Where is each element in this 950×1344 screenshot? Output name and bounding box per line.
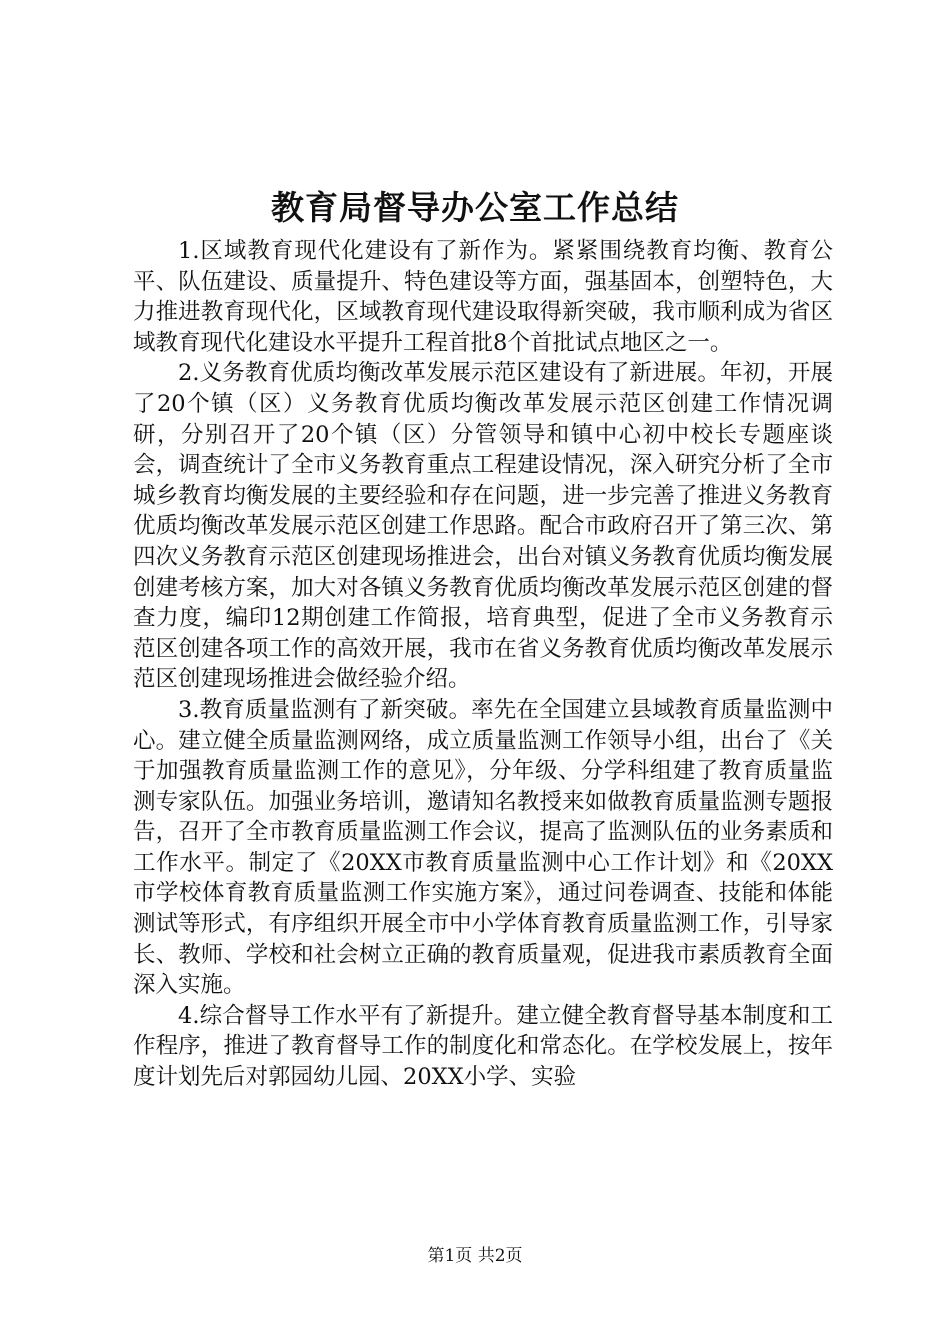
document-title: 教育局督导办公室工作总结 <box>271 188 679 227</box>
document-body <box>133 236 833 1093</box>
paragraph-2: 2.义务教育优质均衡改革发展示范区建设有了新进展。年初，开展了20个镇（区）义务教育优质均衡改革发展示范区创建工作情况调研，分别召开了20个镇（区）分管领导和镇中心初中校长专题座谈会，调查统计了全市义务教育重点工程建设情况，深入研究分析了全市城乡教育均衡发展的主要经验和存在问题，进一步完善了推进义务教育优质均衡改革发展示范区创建工作思路。配合市政府召开了第三次、第四次义务教育示范区创建现场推进会，出台对镇义务教育优质均衡发展创建考核方案，加大对各镇义务教育优质均衡改革发展示范区创建的督查力度，编印12期创建工作简报，培育典型，促进了全市义务教育示范区创建各项工作的高效开展，我市在省义务教育优质均衡改革发展示范区创建现场推进会做经验介绍。 <box>133 360 833 693</box>
paragraph-3: 3.教育质量监测有了新突破。率先在全国建立县域教育质量监测中心。建立健全质量监测网络，成立质量监测工作领导小组，出台了《关于加强教育质量监测工作的意见》，分年级、分学科组建了教育质量监测专家队伍。加强业务培训，邀请知名教授来如做教育质量监测专题报告，召开了全市教育质量监测工作会议，提高了监测队伍的业务素质和工作水平。制定了《20XX市教育质量监测中心工作计划》和《20XX市学校体育教育质量监测工作实施方案》，通过问卷调查、技能和体能测试等形式，有序组织开展全市中小学体育教育质量监测工作，引导家长、教师、学校和社会树立正确的教育质量观，促进我市素质教育全面深入实施。 <box>133 696 833 999</box>
page-number-footer: 第1页 共2页 <box>427 1246 523 1266</box>
paragraph-1: 1.区域教育现代化建设有了新作为。紧紧围绕教育均衡、教育公平、队伍建设、质量提升、特色建设等方面，强基固本，创塑特色，大力推进教育现代化，区域教育现代建设取得新突破，我市顺利成为省区域教育现代化建设水平提升工程首批8个首批试点地区之一。 <box>133 238 833 356</box>
paragraph-4: 4.综合督导工作水平有了新提升。建立健全教育督导基本制度和工作程序，推进了教育督导工作的制度化和常态化。在学校发展上，按年度计划先后对郭园幼儿园、20XX小学、实验 <box>133 1002 833 1091</box>
